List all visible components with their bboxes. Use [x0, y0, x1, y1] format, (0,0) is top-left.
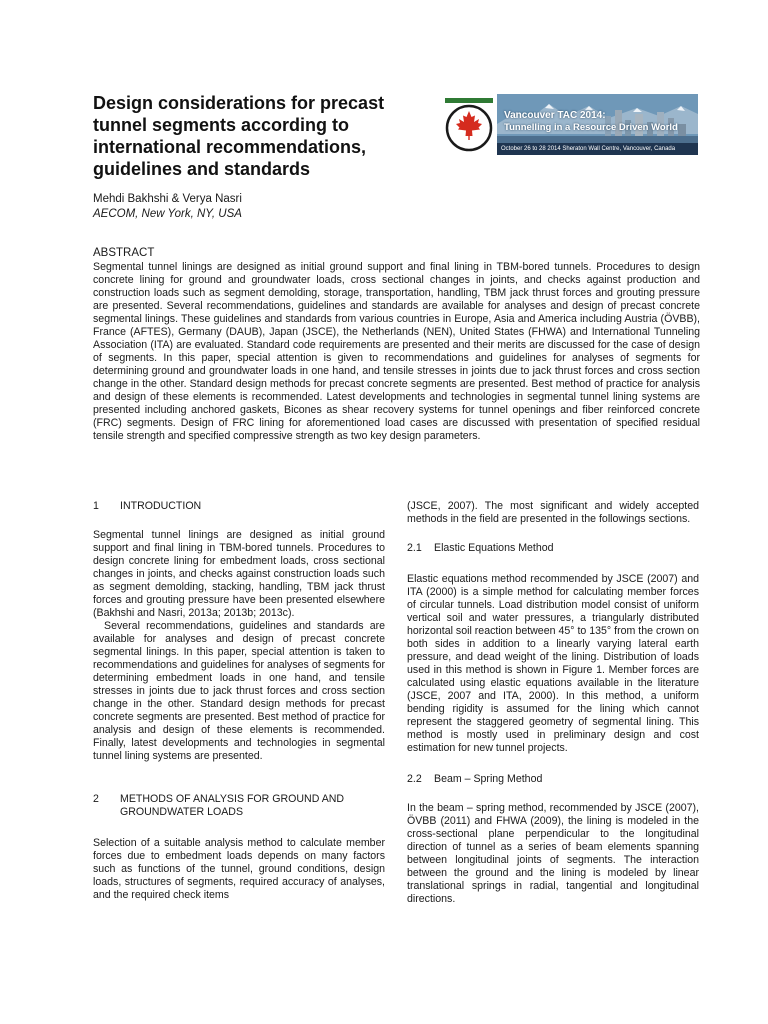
- conference-banner: [497, 94, 698, 155]
- section-2-paragraph-1: Selection of a suitable analysis method to calculate member forces due to embedment loads depends on many factors such as functions of the tunnel, ground conditions, design loads, structures of segments, required accuracy of analyses, and the required check items: [93, 837, 385, 901]
- paper-affiliation: AECOM, New York, NY, USA: [93, 208, 242, 220]
- section-2-2-heading: [407, 773, 699, 786]
- section-2-2-title: Beam – Spring Method: [434, 773, 543, 785]
- section-2-heading: [93, 793, 385, 819]
- section-1-paragraph-2: Several recommendations, guidelines and standards are available for analyses and design of precast concrete segmental linings. In this paper, special attention is taken to recommendations and guidelines for analyses of segments for determining embedment loads in one hand, and tensile stresses in joints due to jack thrust forces and cross section change in the other. Standard design methods for precast concrete segments are presented. Best method of practice for analysis and design of these elements is recommended. Finally, latest developments and technologies in segmental tunnel lining systems are presented.: [93, 620, 385, 762]
- section-2-1-title: Elastic Equations Method: [434, 542, 554, 554]
- banner-dates-venue: October 26 to 28 2014 Sheraton Wall Centre, Vancouver, Canada: [497, 143, 698, 155]
- paper-authors: Mehdi Bakhshi & Verya Nasri: [93, 193, 242, 205]
- section-2-2-number: 2.2: [407, 773, 422, 785]
- section-2-1-paragraph-1: Elastic equations method recommended by JSCE (2007) and ITA (2000) is a simple method for calculating member forces of circular tunnels. Load distribution model consist of uniform vertical soil and water pressures, a triangularly distributed horizontal soil reaction between 45° to 135° from the crown on both sides in addition to a linearly varying lateral earth pressure, and dead weight of the lining. Distribution of loads used in this method is shown in Figure 1. Member forces are calculated using elastic equations available in the literature (JSCE, 2007 and ITA, 2000). In this method, a uniform bending rigidity is assumed for the lining which cannot represent the staggered geometry of segmental lining. This method is mostly used in preliminary design and cost estimation for new tunnel projects.: [407, 573, 699, 754]
- abstract-heading: ABSTRACT: [93, 247, 155, 259]
- paper-title: Design considerations for precast tunnel segments according to international recommendations, guidelines and standards: [93, 93, 385, 179]
- canada-maple-leaf-icon: [443, 96, 495, 154]
- section-2-1-heading: [407, 542, 699, 555]
- section-2-title: METHODS OF ANALYSIS FOR GROUND AND GROUNDWATER LOADS: [120, 793, 345, 818]
- section-2-number: 2: [93, 793, 99, 805]
- left-column: [93, 500, 385, 902]
- banner-title: Vancouver TAC 2014:: [504, 110, 606, 121]
- section-1-heading: [93, 500, 385, 513]
- section-2-paragraph-1-continued: (JSCE, 2007). The most significant and widely accepted methods in the field are presented in the followings sections.: [407, 500, 699, 525]
- section-2-2-paragraph-1: In the beam – spring method, recommended by JSCE (2007), ÖVBB (2011) and FHWA (2009), the lining is modeled in the cross-sectional plane perpendicular to the longitudinal direction of tunnel as a series of beam elements spanning between longitudinal joints of segments. The interaction between the ground and the lining is modeled by linear translational springs in radial, tangential and longitudinal directions.: [407, 802, 699, 905]
- section-2-1-number: 2.1: [407, 542, 422, 554]
- section-1-title: INTRODUCTION: [120, 500, 202, 512]
- right-column: [407, 500, 699, 906]
- abstract-text: Segmental tunnel linings are designed as initial ground support and final lining in TBM-bored tunnels. Procedures to design concrete lining for ground and groundwater loads, cross sectional changes in joints, and checks against production and construction loads such as segment demolding, storage, transportation, handling, TBM jack thrust forces and grouting pressure are presented. Several recommendations, guidelines and standards are available for analyses and design of precast concrete segmental linings. These guidelines and standards from various countries in Europe, Asia and America including Austria (ÖVBB), France (AFTES), Germany (DAUB), Japan (JSCE), the Netherlands (NEN), United States (FHWA) and International Tunneling Association (ITA) are evaluated. Standard code requirements are presented and their merits are discussed for the case of design of segments. In this paper, special attention is given to recommendations and guidelines for analyses of segments for determining ground and groundwater loads in one hand, and tensile stresses in joints due to jack thrust forces and cross section change in the other. Standard design methods for precast concrete segments are presented. Best method of practice for analysis and design of these elements is recommended. Latest developments and technologies in segmental tunnel lining systems are presented including anchored gaskets, Bicones as shear recovery systems for tunnel openings and fiber reinforced concrete (FRC) segments. Design of FRC lining for aforementioned load cases are discussed with presentation of specified residual tensile strength and specified compressive strength as two key design parameters.: [93, 261, 700, 442]
- section-1-number: 1: [93, 500, 99, 512]
- section-1-paragraph-1: Segmental tunnel linings are designed as initial ground support and final lining in TBM-bored tunnels. Procedures to design concrete lining for embedment loads, cross sectional changes in joints, and checks against construction loads such as segment demolding, stacking, handling, TBM jack thrust forces and grouting pressure have been presented elsewhere (Bakhshi and Nasri, 2013a; 2013b; 2013c).: [93, 529, 385, 619]
- banner-subtitle: Tunnelling in a Resource Driven World: [504, 122, 678, 133]
